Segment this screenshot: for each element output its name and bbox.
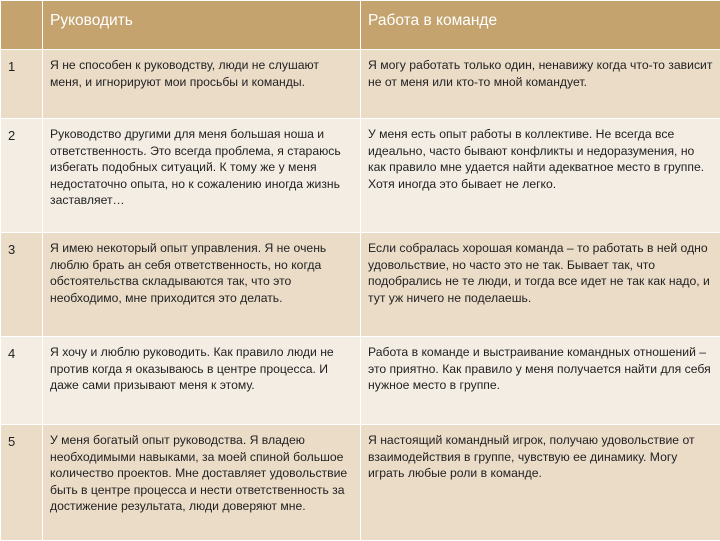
team-cell: Я могу работать только один, ненавижу когда что-то зависит не от меня или кто-то мной командует. <box>361 50 720 119</box>
table-row <box>1 50 720 119</box>
table-row <box>1 425 720 541</box>
lead-cell: Я имею некоторый опыт управления. Я не очень люблю брать ан себя ответственность, но когда обстоятельства складываются так, что это необходимо, мне приходится это делать. <box>43 233 361 337</box>
lead-cell: Я хочу и люблю руководить. Как правило люди не против когда я оказываюсь в центре процесса. И даже сами призывают меня к этому. <box>43 337 361 425</box>
header-team-cell: Работа в команде <box>361 1 720 50</box>
table-row <box>1 337 720 425</box>
row-number: 2 <box>1 119 43 233</box>
row-number: 3 <box>1 233 43 337</box>
team-cell: Если собралась хорошая команда – то работать в ней одно удовольствие, но часто это не так. Бывает так, что подобрались не те люди, и тогда все идет не так как надо, и тут уж ничего не поделаешь. <box>361 233 720 337</box>
header-lead-cell: Руководить <box>43 1 361 50</box>
row-number: 5 <box>1 425 43 541</box>
lead-cell: У меня богатый опыт руководства. Я владею необходимыми навыками, за моей спиной большое количество проектов. Мне доставляет удовольствие быть в центре процесса и нести ответственность за достижение результата, люди доверяют мне. <box>43 425 361 541</box>
lead-cell: Руководство другими для меня большая ноша и ответственность. Это всегда проблема, я стараюсь избегать подобных ситуаций. К тому же у меня недостаточно опыта, но к сожалению иногда жизнь заставляет… <box>43 119 361 233</box>
table-row <box>1 119 720 233</box>
lead-cell: Я не способен к руководству, люди не слушают меня, и игнорируют мои просьбы и команды. <box>43 50 361 119</box>
row-number: 1 <box>1 50 43 119</box>
team-cell: У меня есть опыт работы в коллективе. Не всегда все идеально, часто бывают конфликты и недоразумения, но как правило мне удается найти адекватное место в группе. Хотя иногда это бывает не легко. <box>361 119 720 233</box>
header-num-cell <box>1 1 43 50</box>
row-number: 4 <box>1 337 43 425</box>
table-row <box>1 233 720 337</box>
team-cell: Работа в команде и выстраивание командных отношений – это приятно. Как правило у меня получается найти для себя нужное место в группе. <box>361 337 720 425</box>
header-row <box>1 1 720 50</box>
team-cell: Я настоящий командный игрок, получаю удовольствие от взаимодействия в группе, чувствую ее динамику. Могу играть любые роли в команде. <box>361 425 720 541</box>
